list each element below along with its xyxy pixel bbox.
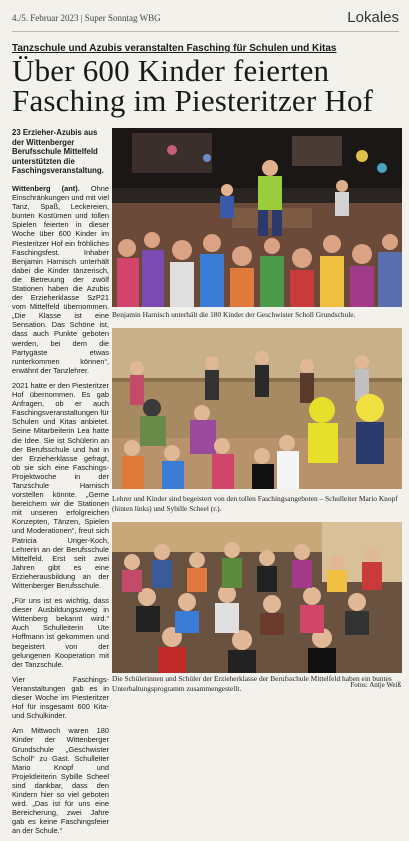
dateline: Wittenberg (ant). bbox=[12, 183, 80, 193]
article-body bbox=[12, 128, 109, 841]
article-headline: Über 600 Kinder feierten Fasching im Piesteritzer Hof bbox=[12, 53, 374, 118]
photo-dance-stage bbox=[112, 128, 402, 307]
photo-trainee-class bbox=[112, 522, 402, 673]
page-header bbox=[12, 9, 399, 29]
photo-caption-2: Lehrer und Kinder sind begeistert von den tollen Faschingsangeboten – Schulleiter Mario Knopf (hinten links) und Sybille Scheel (r.). bbox=[112, 494, 398, 513]
photo-caption-3: Die Schülerinnen und Schüler der Erzieherklasse der Berufsschule Mittelfeld haben ein buntes Unterhaltungsprogramm zusammengestellt. bbox=[112, 674, 392, 693]
header-divider bbox=[12, 31, 399, 32]
photo-caption-1: Benjamin Harnisch unterhält die 180 Kinder der Geschwister Scholl Grundschule. bbox=[112, 310, 356, 319]
photo-teachers-children bbox=[112, 328, 402, 489]
article-paragraph-5: Am Mittwoch waren 180 Kinder der Wittenberger Grundschule „Geschwister Scholl“ zu Gast. Schulleiter Mario Knopf und Projektleiterin Sybille Scheel sind dankbar, dass den Kindern hier so viel geboten wird. „Das ist für uns eine Bereicherung, zwei Jahre gab es keine Faschingsfeier an der Schule.“ bbox=[12, 726, 109, 836]
article-paragraph-2: 2021 hatte er den Piesteritzer Hof übernommen. Es gab Anfragen, ob er auch Faschingsveranstaltungen für Schulen und Kitas anbietet. Seine Mitarbeiterin Lea hatte die Idee. Sie ist Schülerin an der Berufsschule und hat in der Erzieherklasse gefragt, ob sie sich eine Faschings-Projektwoche in der Tanzschule Harnisch vorstellen könnte. „Gerne bereichern wir die Stationen mit unseren erfolgreichen Konzepten, Tänzen, Spielen und Moderationen“, freut sich Patricia Unger-Koch, Lehrerin an der Berufsschule Mittelfeld. Erst seit zwei Jahren gibt es eine Erzieherausbildung an der Wittenberger Berufsschule. bbox=[12, 380, 109, 590]
article-paragraph-4: Vier Faschings-Veranstaltungen gab es in dieser Woche im Piesteritzer Hof für insgesamt 600 Kita- und Schulkinder. bbox=[12, 674, 109, 721]
article-lead: 23 Erzieher-Azubis aus der Wittenberger Berufsschule Mittelfeld unterstützten die Faschingsveranstaltung. bbox=[12, 128, 104, 176]
section-title: Lokales bbox=[347, 9, 399, 26]
article-paragraph-1: Wittenberg (ant). Ohne Einschränkungen und mit viel Tanz, Spaß, Leckereien, bunten Kostümen und tollen Spielen feierten in dieser Woche über 600 Kinder im Piesteritzer Hof ein fröhliches Faschingsfest. Inhaber Benjamin Harnisch unterhält dabei die Kinder tänzerisch, die Betreuung der zwölf Stationen haben die Azubis der Erzieherklasse SzP21 vom Mittelfeld übernommen. „Die Klasse ist eine Sensation. Das Schöne ist, dass auch Punkte geboten werden, bei dem die Partygäste etwas runterkommen können“, erwähnt der Tanzlehrer. bbox=[12, 183, 109, 375]
photo-credit: Fotos: Antje Weiß bbox=[350, 681, 401, 689]
article-kicker: Tanzschule und Azubis veranstalten Fasching für Schulen und Kitas bbox=[12, 43, 337, 54]
article-paragraph-3: „Für uns ist es wichtig, dass dieser Ausbildungszweig in Wittenberg bekannt wird.“ Auch Schulleiterin Ute Hoffmann ist gekommen und begeistert von der gelungenen Kooperation mit der Tanzschule. bbox=[12, 596, 109, 669]
issue-info: 4./5. Februar 2023 | Super Sonntag WBG bbox=[12, 13, 161, 23]
